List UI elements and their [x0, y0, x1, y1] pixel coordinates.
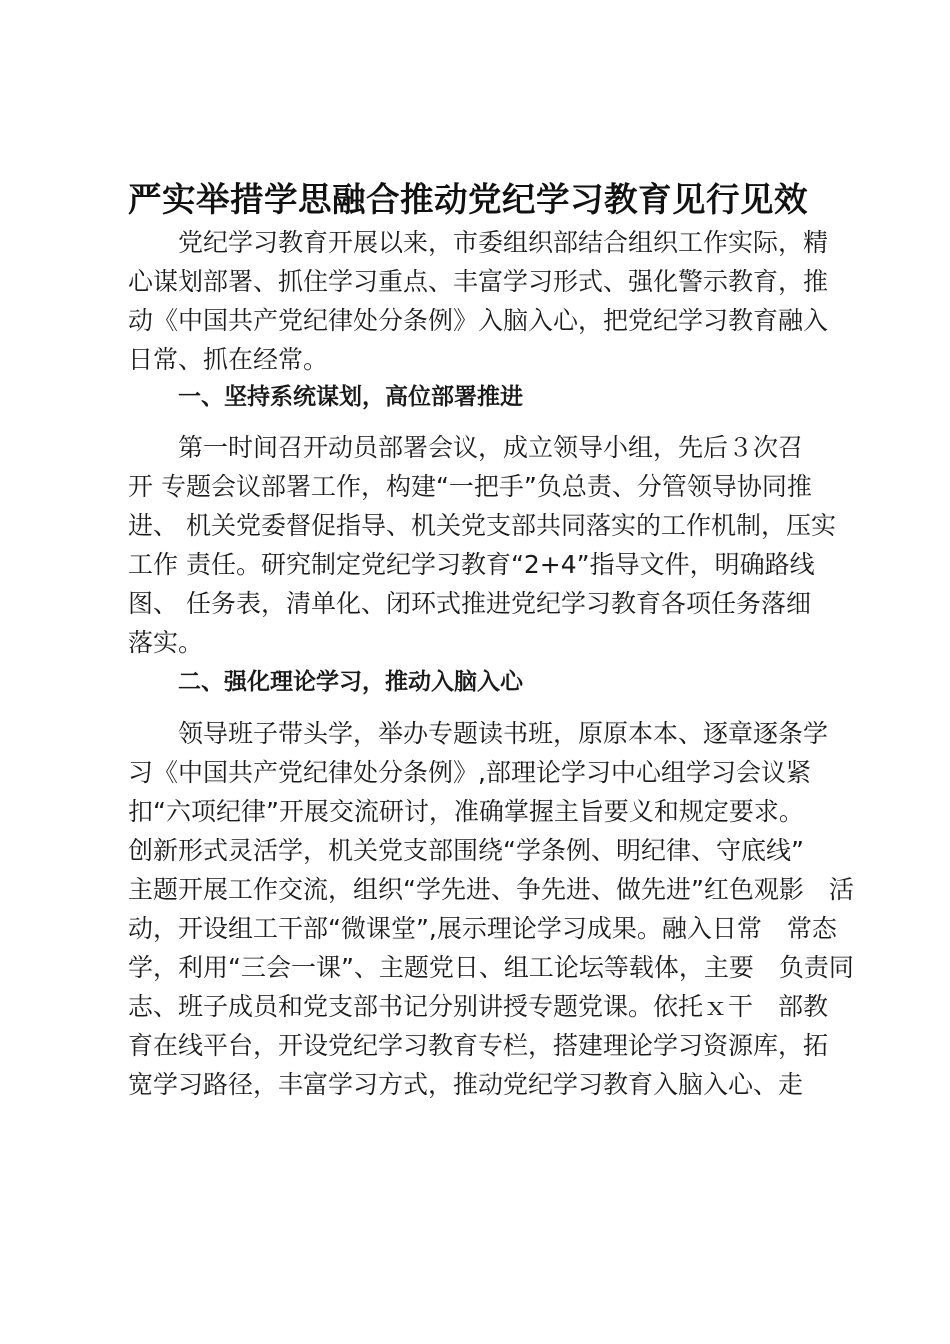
- section-2-line-7: 学，利用“三会一课”、主题党日、组工论坛等载体，主要 负责同: [128, 953, 854, 982]
- intro-line-2: 心谋划部署、抓住学习重点、丰富学习形式、强化警示教育，推: [128, 267, 829, 296]
- section-2-line-8: 志、班子成员和党支部书记分别讲授专题党课。依托ｘ干 部教: [128, 992, 829, 1021]
- section-2-line-5: 主题开展工作交流，组织“学先进、争先进、做先进”红色观影 活: [128, 875, 854, 904]
- section-2-line-9: 育在线平台，开设党纪学习教育专栏，搭建理论学习资源库，拓: [128, 1031, 829, 1060]
- intro-line-1: 党纪学习教育开展以来，市委组织部结合组织工作实际，精: [178, 228, 829, 257]
- section-2-line-6: 动，开设组工干部“微课堂”,展示理论学习成果。融入日常 常态: [128, 914, 837, 943]
- section-1-line-1: 第一时间召开动员部署会议，成立领导小组，先后３次召: [178, 433, 804, 462]
- section-1-line-3: 进、 机关党委督促指导、机关党支部共同落实的工作机制，压实: [128, 511, 836, 540]
- section-2-line-4: 创新形式灵活学，机关党支部围绕“学条例、明纪律、守底线”: [128, 836, 804, 865]
- section-2-line-1: 领导班子带头学，举办专题读书班，原原本本、逐章逐条学: [178, 719, 829, 748]
- section-1-line-5: 图、 任务表，清单化、闭环式推进党纪学习教育各项任务落细: [128, 589, 811, 618]
- intro-line-4: 日常、抓在经常。: [128, 345, 329, 374]
- section-2-line-10: 宽学习路径，丰富学习方式，推动党纪学习教育入脑入心、走: [128, 1070, 804, 1099]
- section-1-line-6: 落实。: [128, 628, 204, 657]
- section-1-line-4: 工作 责任。研究制定党纪学习教育“2+4”指导文件，明确路线: [128, 550, 815, 579]
- section-2-line-3: 扣“六项纪律”开展交流研讨，准确掌握主旨要义和规定要求。: [128, 797, 804, 826]
- document-title: 严实举措学思融合推动党纪学习教育见行见效: [128, 180, 808, 219]
- section-1-line-2: 开 专题会议部署工作，构建“一把手”负总责、分管领导协同推: [128, 472, 812, 501]
- section-2-line-2: 习《中国共产党纪律处分条例》,部理论学习中心组学习会议紧: [128, 758, 811, 787]
- section-2-heading: 二、强化理论学习，推动入脑入心: [178, 669, 523, 695]
- intro-line-3: 动《中国共产党纪律处分条例》入脑入心，把党纪学习教育融入: [128, 306, 829, 335]
- section-1-heading: 一、坚持系统谋划，高位部署推进: [178, 384, 523, 410]
